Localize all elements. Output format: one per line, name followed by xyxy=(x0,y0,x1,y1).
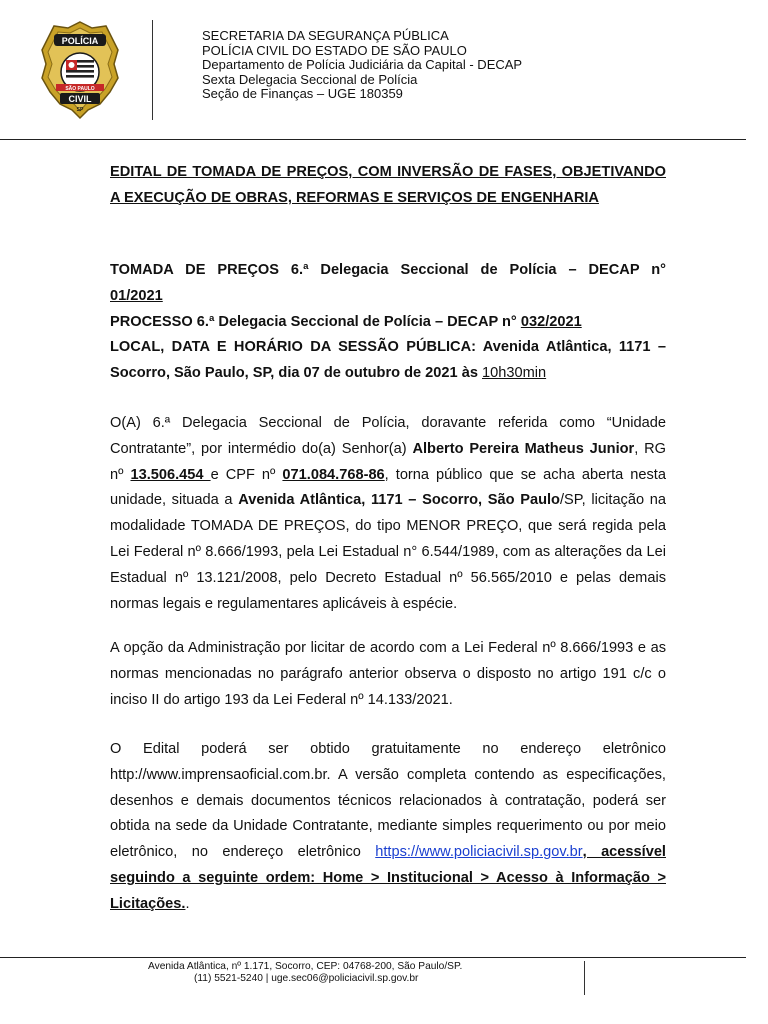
para1-text-1: O(A) 6.ª Delegacia Seccional de Polícia, doravante referida como “Unidade Contratante”, por intermédio do(a) Senhor(a) xyxy=(110,415,666,457)
local-data-horario: LOCAL, DATA E HORÁRIO DA SESSÃO PÚBLICA: Avenida Atlântica, 1171 – Socorro, São Paulo, SP, dia 07 de outubro de 2021 às xyxy=(110,339,666,382)
header-policia-civil: POLÍCIA CIVIL DO ESTADO DE SÃO PAULO xyxy=(202,42,467,58)
badge-mid-text: SÃO PAULO xyxy=(65,86,95,92)
cpf-number: 071.084.768-86 xyxy=(282,466,385,483)
tomada-number: 01/2021 xyxy=(110,287,163,304)
paragraph-legal-basis: A opção da Administração por licitar de acordo com a Lei Federal nº 8.666/1993 e as normas mencionadas no parágrafo anterior observa o disposto no artigo 191 c/c o inciso II do artigo 193 da Lei Federal nº 14.133/2021. xyxy=(110,640,666,708)
header-block xyxy=(202,29,522,102)
access-path-instructions: , acessível seguindo a seguinte ordem: Home > Institucional > Acesso à Informação > Licitações. xyxy=(110,844,666,912)
footer-vertical-divider xyxy=(584,961,585,995)
para1-text-3: e CPF nº xyxy=(210,466,283,483)
policiacivil-link[interactable]: https://www.policiacivil.sp.gov.br xyxy=(375,844,583,861)
processo-label: PROCESSO 6.ª Delegacia Seccional de Polícia – DECAP n° xyxy=(110,313,517,330)
badge-sub-text: SP xyxy=(76,107,84,113)
session-time: 10h30min xyxy=(482,365,547,382)
badge-top-text: POLÍCIA xyxy=(61,36,99,46)
header-departamento: Departamento de Polícia Judiciária da Capital - DECAP xyxy=(202,57,523,72)
paragraph-intro xyxy=(110,411,666,617)
processo-number: 032/2021 xyxy=(520,313,582,330)
policia-civil-badge-logo xyxy=(40,20,120,120)
document-title: EDITAL DE TOMADA DE PREÇOS, COM INVERSÃO DE FASES, OBJETIVANDO A EXECUÇÃO DE OBRAS, REFORMAS E SERVIÇOS DE ENGENHARIA xyxy=(110,164,666,206)
tender-info-block xyxy=(110,258,666,387)
para1-text-2: , RG nº xyxy=(110,440,667,483)
rg-number: 13.506.454 xyxy=(130,466,211,483)
header-horizontal-divider xyxy=(0,139,746,140)
para3-text: O Edital poderá ser obtido gratuitamente no endereço eletrônico http://www.imprensaoficial.com.br. A versão completa contendo as especificações, desenhos e demais documentos técnicos relacionados à contratação, poderá ser obtida na sede da Unidade Contratante, mediante simples requerimento ou por meio eletrônico, no endereço eletrônico xyxy=(110,741,666,861)
footer-divider xyxy=(0,957,746,958)
para1-text-5: /SP, licitação na modalidade TOMADA DE PREÇOS, do tipo MENOR PREÇO, que será regida pela Lei Federal nº 8.666/1993, pela Lei Estadual n° 6.544/1989, com as alterações da Lei Estadual nº 13.121/2008, pelo Decreto Estadual nº 56.565/2010 e pelas demais normas legais e regulamentares aplicáveis à espécie. xyxy=(110,492,667,612)
para3-end: . xyxy=(185,895,190,912)
header-delegacia: Sexta Delegacia Seccional de Polícia xyxy=(202,71,418,87)
para1-text-4: , torna público que se acha aberta nesta unidade, situada a xyxy=(110,466,666,509)
document-title-block xyxy=(110,159,666,211)
header-secao: Seção de Finanças – UGE 180359 xyxy=(202,86,403,101)
responsible-name: Alberto Pereira Matheus Junior xyxy=(412,440,635,457)
footer-address: Avenida Atlântica, nº 1.171, Socorro, CEP: 04768-200, São Paulo/SP. xyxy=(148,961,463,972)
tomada-label: TOMADA DE PREÇOS 6.ª Delegacia Seccional de Polícia – DECAP n° xyxy=(110,262,666,278)
paragraph-edital-access xyxy=(110,737,666,918)
header-secretaria: SECRETARIA DA SEGURANÇA PÚBLICA xyxy=(202,28,449,43)
unit-address: Avenida Atlântica, 1171 – Socorro, São Paulo xyxy=(238,492,560,509)
badge-bottom-text: CIVIL xyxy=(68,94,92,104)
footer-contact: (11) 5521-5240 | uge.sec06@policiacivil.sp.gov.br xyxy=(194,973,419,984)
header-vertical-divider xyxy=(152,20,153,120)
